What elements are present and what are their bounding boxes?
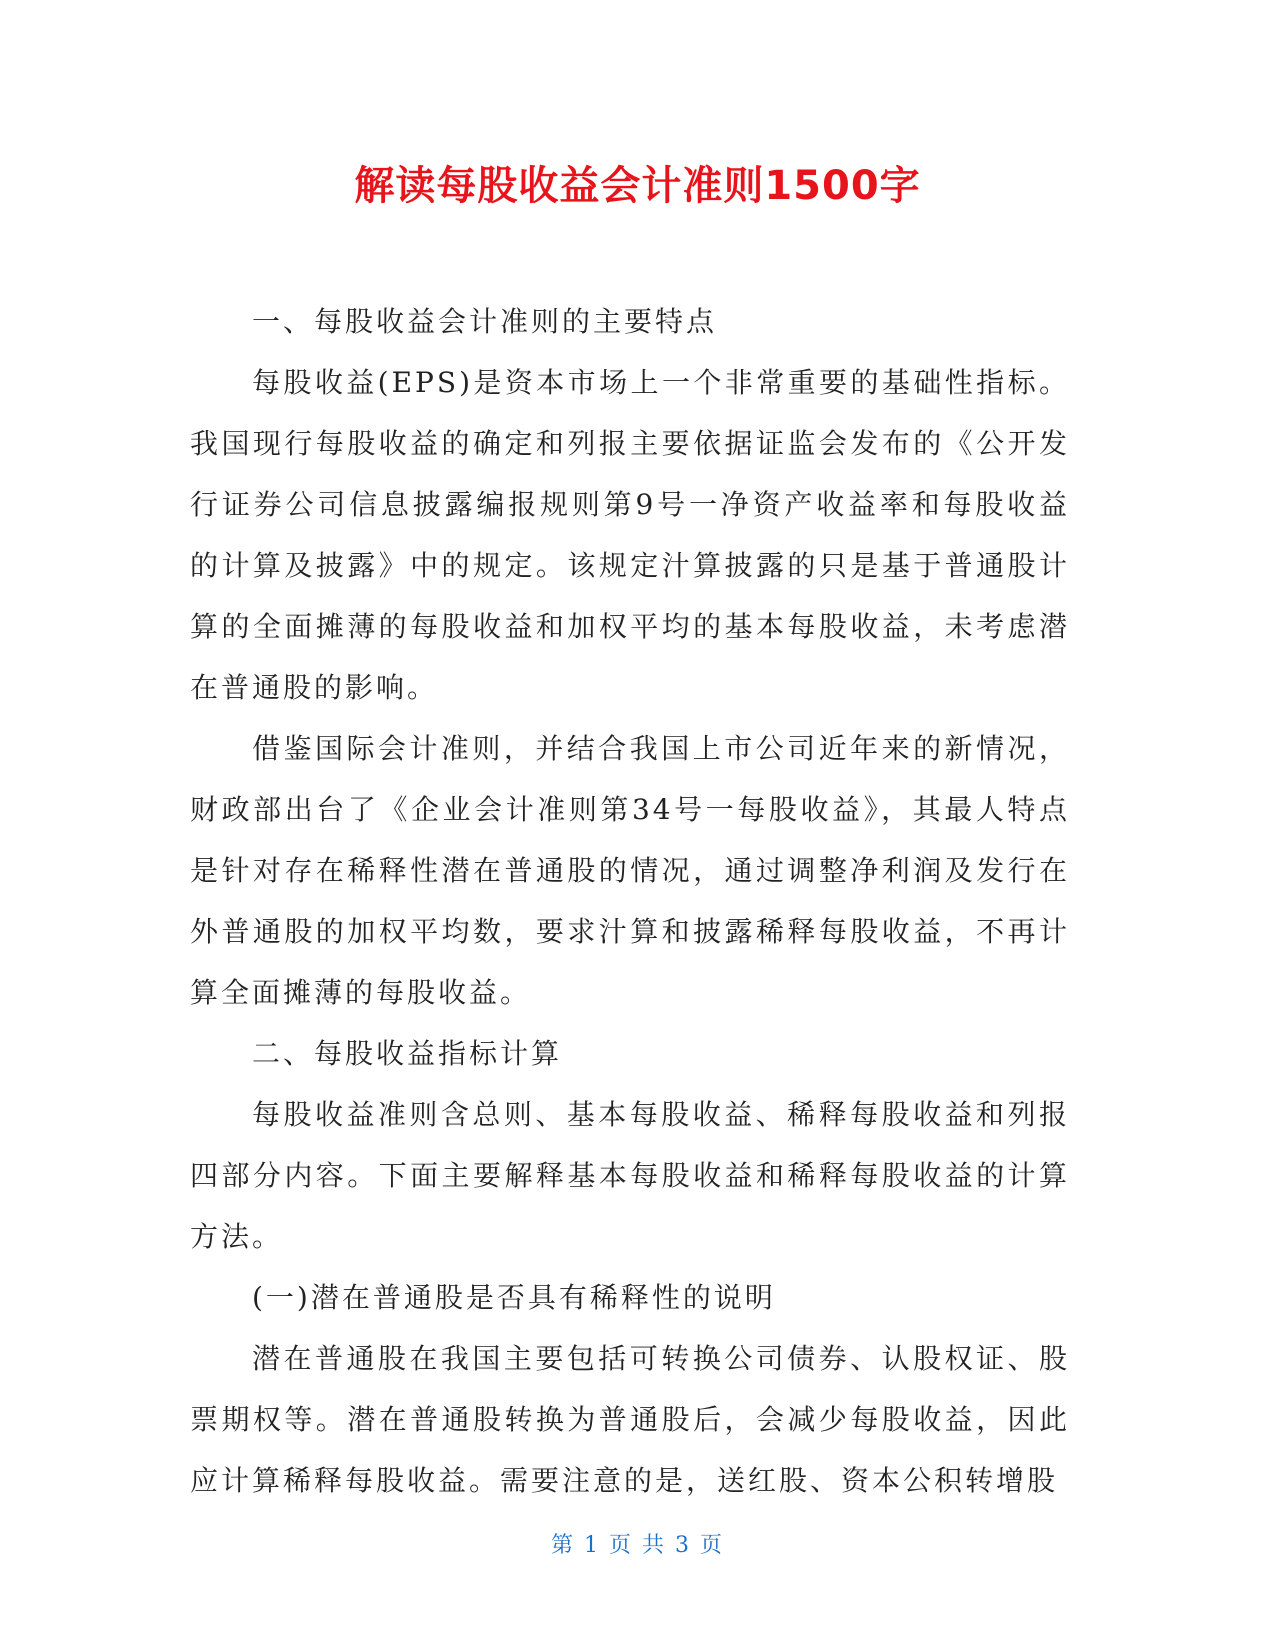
section-heading-1: 一、每股收益会计准则的主要特点 — [252, 305, 718, 338]
paragraph-eps-intro: 每股收益(EPS)是资本市场上一个非常重要的基础性指标。我国现行每股收益的确定和列报主要依据证监会发布的《公开发行证券公司信息披露编报规则第9号一净资产收益率和每股收益的计算及披露》中的规定。该规定汁算披露的只是基于普通股计算的全面摊薄的每股收益和加权平均的基本每股收益，未考虑潜在普通股的影响。 — [190, 366, 1070, 704]
section-heading-2: 二、每股收益指标计算 — [252, 1037, 563, 1070]
paragraph-standard-34: 借鉴国际会计准则，并结合我国上市公司近年来的新情况，财政部出台了《企业会计准则第34号一每股收益》，其最人特点是针对存在稀释性潜在普通股的情况，通过调整净利润及发行在外普通股的加权平均数，要求汁算和披露稀释每股收益，不再计算全面摊薄的每股收益。 — [190, 732, 1070, 1009]
subsection-heading-1: (一)潜在普通股是否具有稀释性的说明 — [252, 1281, 776, 1314]
page-footer: 第 1 页 共 3 页 — [551, 1533, 724, 1558]
document-body — [190, 291, 1070, 1511]
paragraph-potential-shares: 潜在普通股在我国主要包括可转换公司债券、认股权证、股票期权等。潜在普通股转换为普通股后，会减少每股收益，因此应计算稀释每股收益。需要注意的是，送红股、资本公积转增股 — [190, 1342, 1070, 1497]
document-title: 解读每股收益会计准则1500字 — [354, 163, 921, 209]
paragraph-standard-contents: 每股收益准则含总则、基本每股收益、稀释每股收益和列报四部分内容。下面主要解释基本每股收益和稀释每股收益的计算方法。 — [190, 1098, 1070, 1253]
